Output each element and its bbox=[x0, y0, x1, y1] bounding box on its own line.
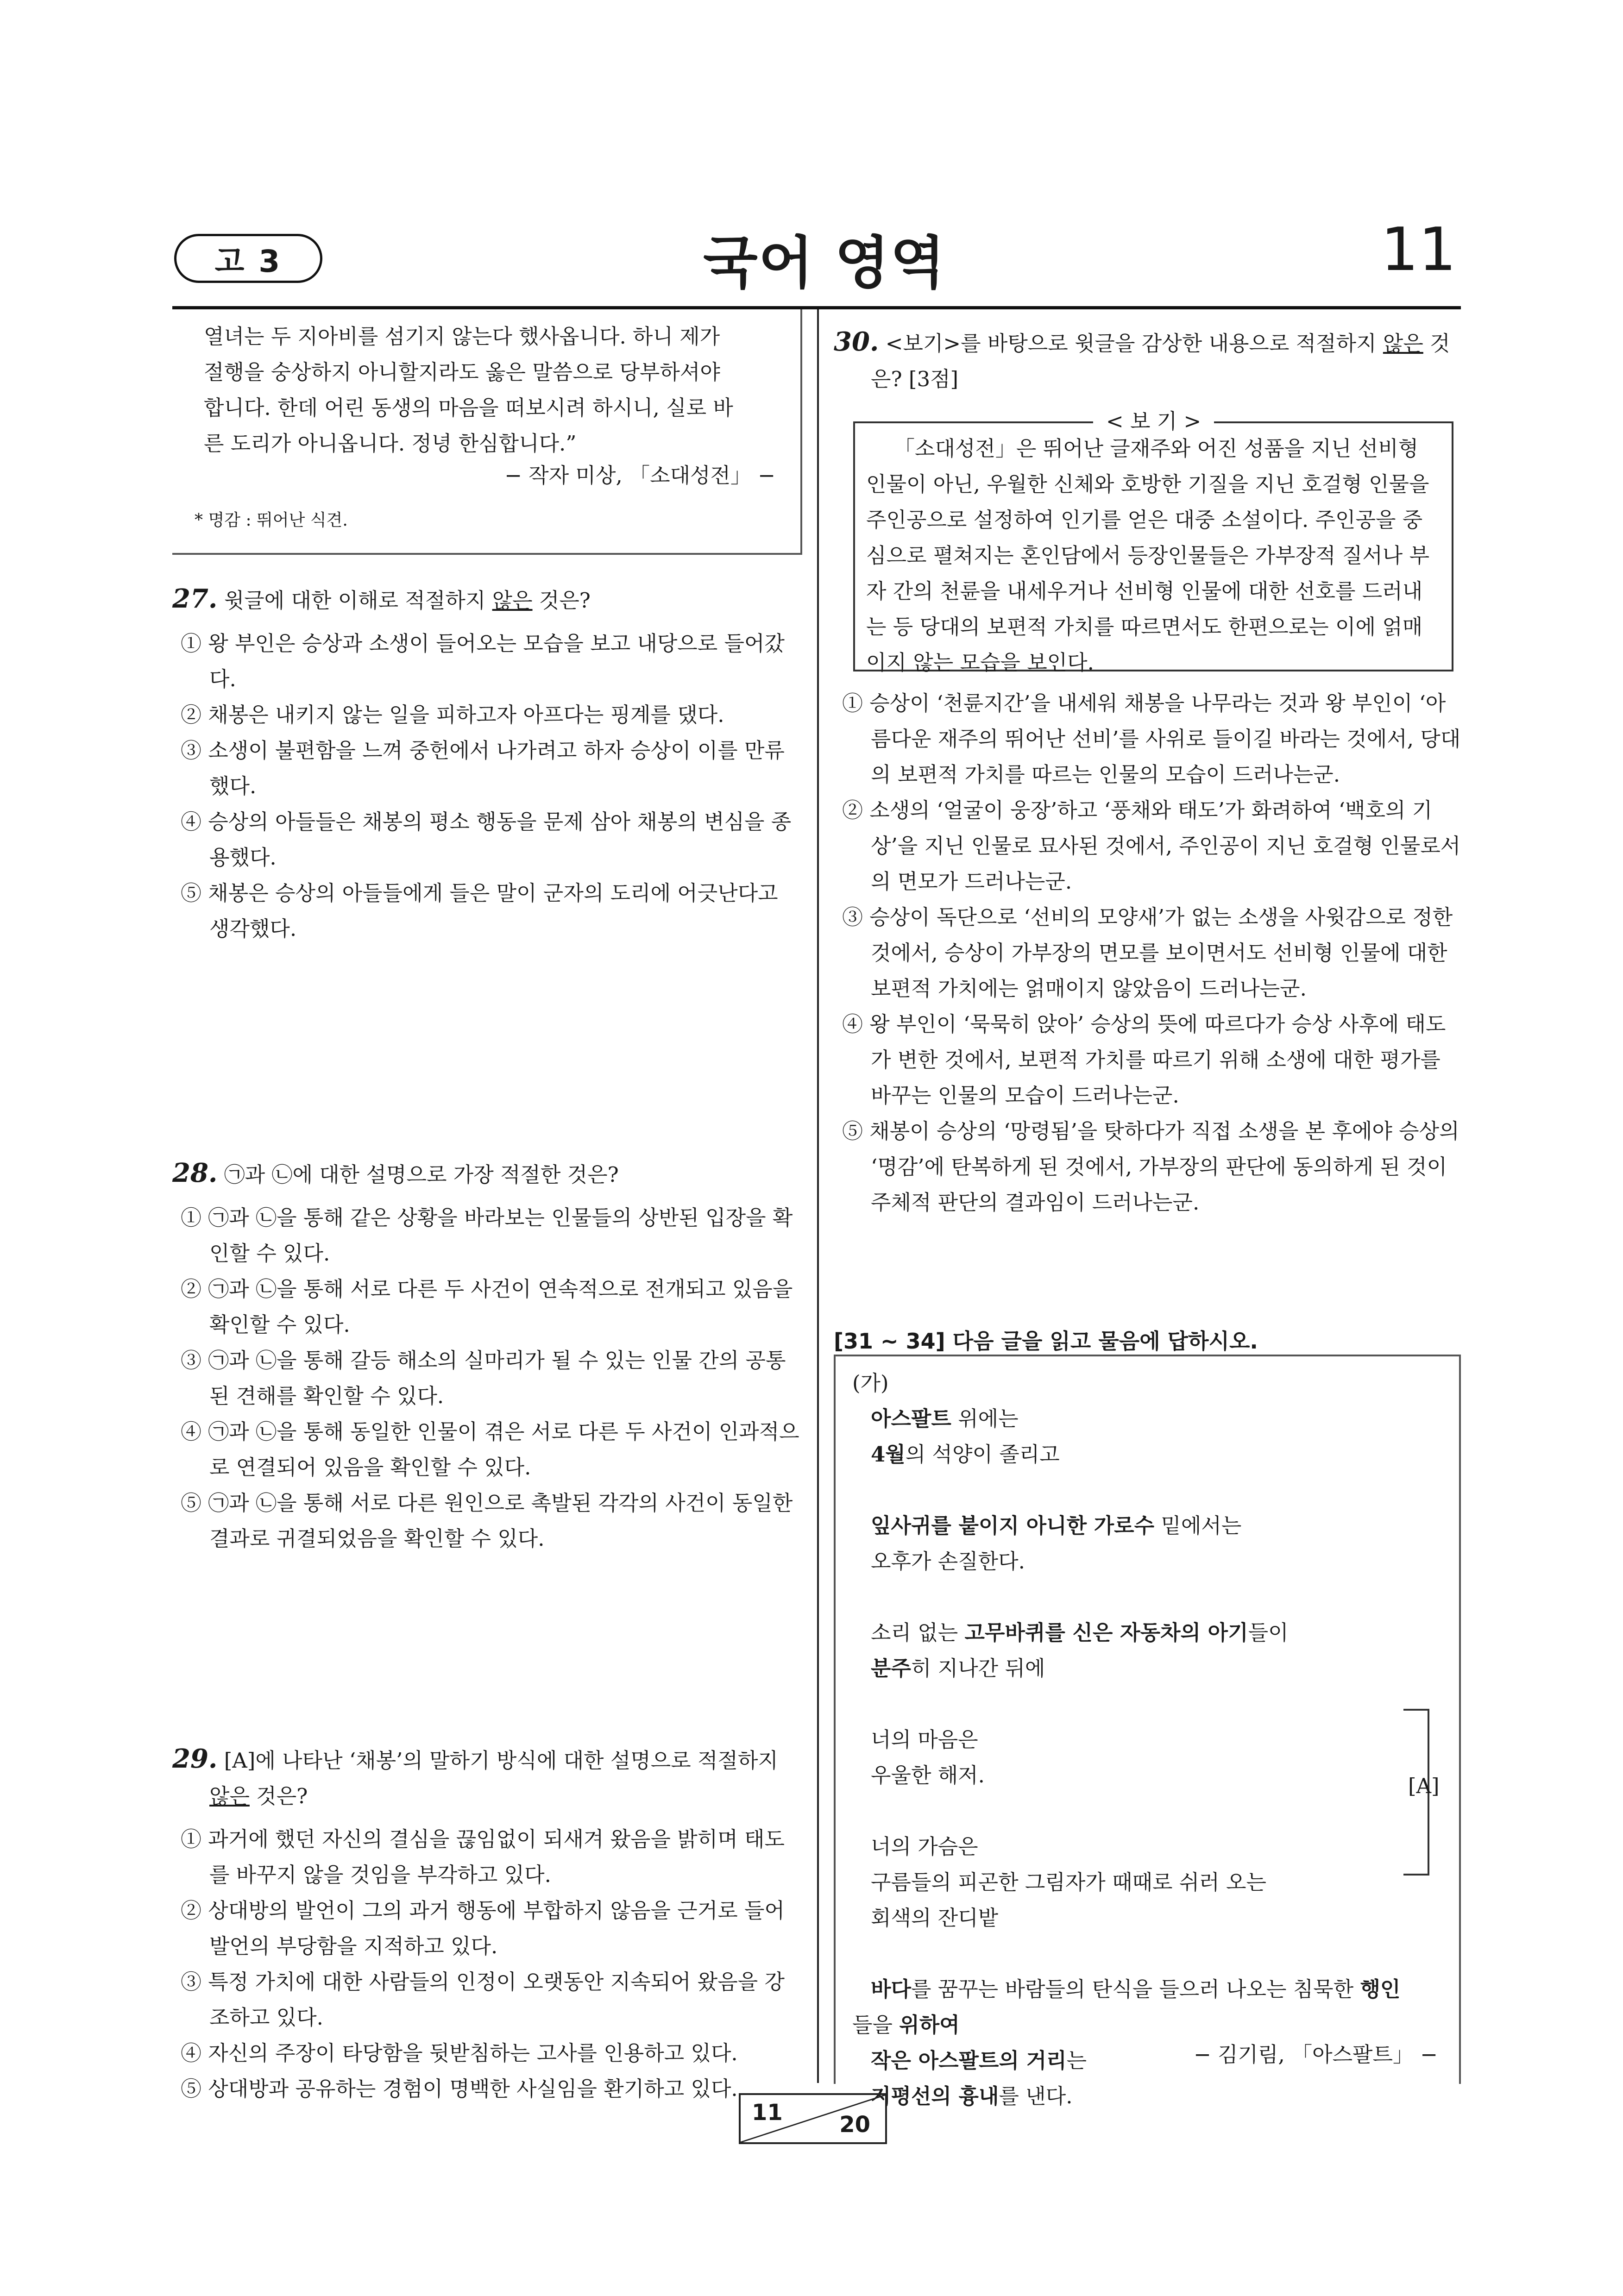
answer-option[interactable]: ③ 특정 가치에 대한 사람들의 인정이 오랫동안 지속되어 왔음을 강조하고 있다. bbox=[181, 1970, 785, 2030]
bogi-text: 「소대성전」은 뛰어난 글재주와 어진 성품을 지닌 선비형 인물이 아닌, 우월한 신체와 호방한 기질을 지닌 호걸형 인물을 주인공으로 설정하여 인기를 얻은 대중 소설이다. 주인공을 중심으로 펼쳐지는 혼인담에서 등장인물들은 가부장적 질서나 부자 간의 천륜을 내세우거나 선비형 인물에 대한 선호를 드러내는 등 당대의 보편적 가치를 따르면서도 한편으로는 이에 얽매이지 않는 모습을 보인다. bbox=[866, 436, 1430, 675]
poem-label: (가) bbox=[852, 1371, 889, 1395]
answer-option[interactable]: ① 과거에 했던 자신의 결심을 끊임없이 되새겨 왔음을 밝히며 태도를 바꾸지 않을 것임을 부각하고 있다. bbox=[181, 1827, 785, 1887]
answer-option[interactable]: ② ㉠과 ㉡을 통해 서로 다른 두 사건이 연속적으로 전개되고 있음을 확인할 수 있다. bbox=[181, 1277, 793, 1337]
passage-line: 합니다. 한데 어린 동생의 마음을 떠보시려 하시니, 실로 바 bbox=[204, 395, 733, 420]
answer-option[interactable]: ① 승상이 ‘천륜지간’을 내세워 채봉을 나무라는 것과 왕 부인이 ‘아름다운 재주의 뛰어난 선비’를 사위로 들이길 바라는 것에서, 당대의 보편적 가치를 따르는 인물의 모습이 드러나는군. bbox=[842, 691, 1461, 787]
answer-option[interactable]: ⑤ 채봉이 승상의 ‘망령됨’을 탓하다가 직접 소생을 본 후에야 승상의 ‘명감’에 탄복하게 된 것에서, 가부장의 판단에 동의하게 된 것이 주체적 판단의 결과임이 드러나는군. bbox=[842, 1119, 1459, 1215]
answer-option[interactable]: ⑤ 상대방과 공유하는 경험이 명백한 사실임을 환기하고 있다. bbox=[181, 2076, 738, 2101]
poem-line: 4월의 석양이 졸리고 bbox=[871, 1442, 1060, 1467]
footer-current-page: 11 bbox=[752, 2100, 783, 2126]
answer-option[interactable]: ⑤ 채봉은 승상의 아들들에게 들은 말이 군자의 도리에 어긋난다고 생각했다. bbox=[181, 881, 778, 941]
poem-line: 구름들의 피곤한 그림자가 때때로 쉬러 오는 bbox=[871, 1870, 1266, 1895]
poem-line: 회색의 잔디밭 bbox=[871, 1906, 999, 1930]
poem-line: 지평선의 흉내를 낸다. bbox=[871, 2084, 1073, 2108]
header-rule bbox=[172, 306, 1461, 309]
answer-option[interactable]: ④ 승상의 아들들은 채봉의 평소 행동을 문제 삼아 채봉의 변심을 종용했다. bbox=[181, 809, 792, 870]
poem-source: − 김기림, 「아스팔트」 − bbox=[1194, 2042, 1438, 2067]
question-28 bbox=[172, 1155, 802, 1556]
poem-line: 오후가 손질한다. bbox=[871, 1549, 1025, 1574]
poem-line: 소리 없는 고무바퀴를 신은 자동차의 아기들이 bbox=[871, 1620, 1289, 1645]
question-29 bbox=[172, 1741, 802, 2107]
answer-option[interactable]: ⑤ ㉠과 ㉡을 통해 서로 다른 원인으로 촉발된 각각의 사건이 동일한 결과로 귀결되었음을 확인할 수 있다. bbox=[181, 1491, 793, 1551]
poem-line: 바다를 꿈꾸는 바람들의 탄식을 들으러 나오는 침묵한 행인 bbox=[871, 1977, 1401, 2001]
poem-line: 아스팔트 위에는 bbox=[871, 1406, 1019, 1431]
question-30 bbox=[834, 324, 1461, 397]
passage-line: 열녀는 두 지아비를 섬기지 않는다 했사옵니다. 하니 제가 bbox=[204, 324, 720, 349]
page-number: 11 bbox=[1381, 215, 1456, 284]
answer-option[interactable]: ② 상대방의 발언이 그의 과거 행동에 부합하지 않음을 근거로 들어 발언의 부당함을 지적하고 있다. bbox=[181, 1898, 785, 1958]
question-stem: 30. <보기>를 바탕으로 윗글을 감상한 내용으로 적절하지 않은 것은? [3점] bbox=[834, 326, 1450, 391]
answer-option[interactable]: ④ 자신의 주장이 타당함을 뒷받침하는 고사를 인용하고 있다. bbox=[181, 2041, 738, 2065]
poem-line: 분주히 지나간 뒤에 bbox=[871, 1656, 1045, 1681]
subject-title: 국어 영역 bbox=[703, 230, 946, 296]
answer-option[interactable]: ① ㉠과 ㉡을 통해 같은 상황을 바라보는 인물들의 상반된 입장을 확인할 수 있다. bbox=[181, 1205, 793, 1266]
footer-total-pages: 20 bbox=[839, 2112, 870, 2138]
passage-source: − 작자 미상, 「소대성전」 − bbox=[504, 463, 775, 488]
poem bbox=[852, 1365, 1450, 2114]
footnote: * 명감 : 뛰어난 식견. bbox=[195, 511, 348, 530]
poem-line: 작은 아스팔트의 거리는 bbox=[871, 2048, 1087, 2073]
grade-badge: 고 3 bbox=[174, 234, 322, 283]
question-30-options bbox=[834, 685, 1461, 1220]
answer-option[interactable]: ④ ㉠과 ㉡을 통해 동일한 인물이 겪은 서로 다른 두 사건이 인과적으로 연결되어 있음을 확인할 수 있다. bbox=[181, 1419, 799, 1480]
bracket-a-label: [A] bbox=[1408, 1774, 1440, 1798]
question-stem: 29. [A]에 나타난 ‘채봉’의 말하기 방식에 대한 설명으로 적절하지 않은 것은? bbox=[172, 1744, 778, 1808]
poem-line: 들을 위하여 bbox=[852, 2013, 960, 2037]
passage-line: 절행을 숭상하지 아니할지라도 옳은 말씀으로 당부하셔야 bbox=[204, 360, 720, 384]
poem-line: 너의 가슴은 bbox=[871, 1834, 978, 1859]
passage-line: 른 도리가 아니옵니다. 정녕 한심합니다.” bbox=[204, 431, 577, 456]
answer-option[interactable]: ③ ㉠과 ㉡을 통해 갈등 해소의 실마리가 될 수 있는 인물 간의 공통된 견해를 확인할 수 있다. bbox=[181, 1348, 786, 1408]
footer-page-box bbox=[739, 2093, 887, 2144]
column-divider bbox=[817, 309, 819, 2083]
answer-option[interactable]: ③ 소생이 불편함을 느껴 중헌에서 나가려고 하자 승상이 이를 만류했다. bbox=[181, 738, 785, 798]
answer-option[interactable]: ④ 왕 부인이 ‘묵묵히 앉아’ 승상의 뜻에 따르다가 승상 사후에 태도가 변한 것에서, 보편적 가치를 따르기 위해 소생에 대한 평가를 바꾸는 인물의 모습이 드러나는군. bbox=[842, 1012, 1446, 1108]
poem-line: 잎사귀를 붙이지 아니한 가로수 밑에서는 bbox=[871, 1513, 1242, 1538]
poem-line: 우울한 해저. bbox=[871, 1763, 985, 1788]
answer-option[interactable]: ② 채봉은 내키지 않는 일을 피하고자 아프다는 핑계를 댔다. bbox=[181, 703, 724, 727]
passage-text bbox=[204, 319, 787, 461]
poem-line: 너의 마음은 bbox=[871, 1727, 978, 1752]
answer-option[interactable]: ① 왕 부인은 승상과 소생이 들어오는 모습을 보고 내당으로 들어갔다. bbox=[181, 631, 785, 691]
bogi-title: < 보 기 > bbox=[1093, 405, 1214, 438]
question-stem: 28. ㉠과 ㉡에 대한 설명으로 가장 적절한 것은? bbox=[172, 1158, 619, 1188]
question-27 bbox=[172, 581, 802, 947]
answer-option[interactable]: ③ 승상이 독단으로 ‘선비의 모양새’가 없는 소생을 사윗감으로 정한 것에서, 승상이 가부장의 면모를 보이면서도 선비형 인물에 대한 보편적 가치에는 얽매이지 않았음이 드러나는군. bbox=[842, 905, 1453, 1001]
answer-option[interactable]: ② 소생의 ‘얼굴이 웅장’하고 ‘풍채와 태도’가 화려하여 ‘백호의 기상’을 지닌 인물로 묘사된 것에서, 주인공이 지닌 호걸형 인물로서의 면모가 드러나는군. bbox=[842, 798, 1461, 894]
question-stem: 27. 윗글에 대한 이해로 적절하지 않은 것은? bbox=[172, 583, 591, 614]
section-heading: [31 ~ 34] 다음 글을 읽고 물음에 답하시오. bbox=[834, 1329, 1258, 1354]
